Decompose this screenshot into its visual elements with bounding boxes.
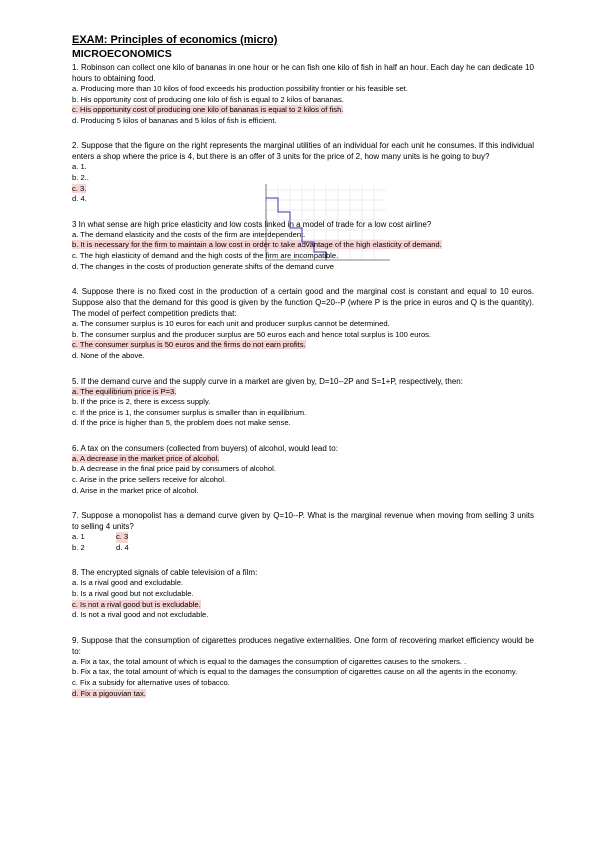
- exam-page: [72, 34, 534, 699]
- answer-option: d. Is not a rival good and not excludable.: [72, 610, 209, 620]
- answer-option: a. Producing more than 10 kilos of food exceeds his production possibility frontier or his feasible set.: [72, 84, 408, 93]
- answer-option: d. Arise in the market price of alcohol.: [72, 485, 199, 495]
- question-8: [72, 567, 534, 620]
- exam-title: EXAM: Principles of economics (micro): [72, 34, 278, 46]
- marginal-utility-graph: [254, 180, 394, 272]
- answer-option: a. Fix a tax, the total amount of which is equal to the damages the consumption of cigarettes causes to the smokers. .: [72, 656, 467, 666]
- question-4: [72, 286, 534, 361]
- answer-option: d. 4: [116, 542, 129, 552]
- answer-option: d. 4.: [72, 194, 87, 204]
- answer-option: c. Arise in the price sellers receive for alcohol.: [72, 475, 227, 485]
- answer-option-highlighted: c. 3: [116, 532, 129, 542]
- graph-grid: [266, 186, 386, 260]
- answer-option-highlighted: c. Is not a rival good but is excludable.: [72, 599, 201, 609]
- question-6: [72, 443, 534, 496]
- question-5: [72, 376, 534, 429]
- answer-option: a. 1: [72, 532, 85, 542]
- answer-option: a. 1.: [72, 162, 87, 172]
- answer-option: b. His opportunity cost of producing one kilo of fish is equal to 2 kilos of bananas.: [72, 94, 344, 104]
- answer-row: [72, 543, 534, 554]
- question-text: 2. Suppose that the figure on the right represents the marginal utilities of an individual for each unit he consumes. If this individual enters a shop where the price is 4, but there is an offer of 3 units for the price of 2, how many units is he going to buy?: [72, 141, 534, 162]
- answer-option: b. Fix a tax, the total amount of which is equal to the damages the consumption of cigarettes cause on all the agents in the economy.: [72, 667, 518, 677]
- answer-option: c. Fix a subsidy for alternative uses of tobacco.: [72, 678, 230, 687]
- answer-option: b. The consumer surplus and the producer surplus are 50 euros each and hence total surplus is 100 euros.: [72, 329, 432, 339]
- answer-option: c. If the price is 1, the consumer surplus is smaller than in equilibrium.: [72, 407, 307, 417]
- answer-option-highlighted: c. The consumer surplus is 50 euros and the firms do not earn profits.: [72, 340, 306, 350]
- question-text: 3 In what sense are high price elasticity and low costs linked in a model of trade for a low cost airline?: [72, 219, 432, 229]
- answer-option: b. A decrease in the final price paid by consumers of alcohol.: [72, 464, 276, 474]
- answer-option-highlighted: b. It is necessary for the firm to maintain a low cost in order to take advantage of the high elasticity of demand.: [72, 240, 442, 250]
- question-text: 5. If the demand curve and the supply curve in a market are given by, D=10--2P and S=1+P, respectively, then:: [72, 376, 463, 386]
- section-title: MICROECONOMICS: [72, 48, 172, 60]
- answer-option: b. If the price is 2, there is excess supply.: [72, 397, 211, 407]
- answer-option: a. The consumer surplus is 10 euros for each unit and producer surplus cannot be determined.: [72, 319, 390, 329]
- answer-option: b. 2..: [72, 172, 89, 182]
- answer-option: c. The high elasticity of demand and the high costs of the firm are incompatible.: [72, 250, 339, 260]
- question-text: 4. Suppose there is no fixed cost in the production of a certain good and the marginal cost is constant and equal to 10 euros. Suppose also that the demand for this good is given by the function Q=20--P (where P is the price in euros and Q is the quantity). The model of perfect competition predicts that:: [72, 287, 534, 319]
- question-text: 8. The encrypted signals of cable television of a film:: [72, 568, 258, 578]
- answer-option-highlighted: c. 3.: [72, 183, 87, 193]
- question-text: 9. Suppose that the consumption of cigarettes produces negative externalities. One form of recovering market efficiency would be to:: [72, 635, 534, 656]
- answer-option: b. 2: [72, 542, 85, 552]
- answer-option: d. The changes in the costs of production generate shifts of the demand curve: [72, 261, 335, 271]
- marginal-utility-steps: [266, 198, 326, 260]
- answer-row: [72, 532, 534, 543]
- answer-option-highlighted: c. His opportunity cost of producing one kilo of bananas is equal to 2 kilos of fish.: [72, 105, 344, 115]
- answer-option-highlighted: d. Fix a pigouvian tax.: [72, 688, 146, 698]
- question-1: [72, 62, 534, 126]
- answer-option: d. Producing 5 kilos of bananas and 5 kilos of fish is efficient.: [72, 115, 277, 125]
- answer-option: a. The demand elasticity and the costs of the firm are interdependent.: [72, 229, 306, 239]
- answer-option-highlighted: a. The equilibrium price is P=3.: [72, 386, 177, 396]
- question-7: [72, 510, 534, 553]
- answer-option: d. If the price is higher than 5, the problem does not make sense.: [72, 418, 291, 428]
- question-9: [72, 635, 534, 699]
- answer-option: d. None of the above.: [72, 350, 145, 360]
- answer-option: a. Is a rival good and excludable.: [72, 578, 184, 588]
- answer-option: b. Is a rival good but not excludable.: [72, 589, 194, 599]
- answer-option-highlighted: a. A decrease in the market price of alcohol.: [72, 453, 220, 463]
- question-text: 1. Robinson can collect one kilo of bananas in one hour or he can fish one kilo of fish in half an hour. Each day he can dedicate 10 hours to obtaining food.: [72, 63, 534, 83]
- question-text: 7. Suppose a monopolist has a demand curve given by Q=10--P. What is the marginal revenue when moving from selling 3 units to selling 4 units?: [72, 511, 534, 532]
- question-text: 6. A tax on the consumers (collected from buyers) of alcohol, would lead to:: [72, 443, 338, 453]
